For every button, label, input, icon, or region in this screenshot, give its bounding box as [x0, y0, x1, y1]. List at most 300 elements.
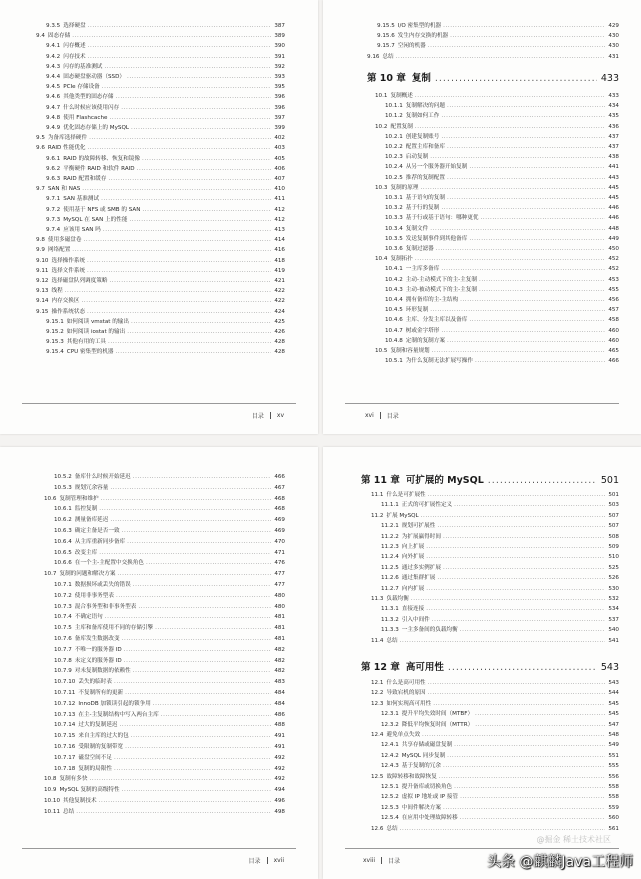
toc-entry[interactable] — [36, 134, 285, 142]
leader-dots — [89, 134, 271, 142]
toc-entry-page: 413 — [274, 227, 285, 233]
leader-dots — [454, 783, 605, 791]
toc-entry-number: 10.7.3 — [54, 603, 72, 610]
toc-entry[interactable] — [367, 53, 619, 61]
leader-dots — [460, 793, 605, 801]
leader-dots — [114, 754, 271, 762]
toc-entry[interactable] — [44, 786, 285, 794]
toc-entry-page: 477 — [274, 582, 285, 588]
toc-entry[interactable] — [381, 605, 619, 613]
toc-entry[interactable] — [371, 825, 619, 833]
toc-entry-page: 486 — [274, 711, 285, 718]
toc-entry[interactable] — [381, 762, 619, 770]
toc-entry[interactable] — [371, 512, 619, 520]
leader-dots — [88, 144, 271, 152]
toc-entry-page: 508 — [608, 533, 619, 540]
leader-dots — [443, 762, 605, 770]
leader-dots — [441, 265, 605, 273]
toc-entry[interactable] — [44, 495, 285, 503]
toc-entry[interactable] — [371, 700, 619, 708]
leader-dots — [447, 752, 605, 760]
toc-entry[interactable] — [44, 570, 285, 578]
toc-entry[interactable] — [385, 265, 619, 273]
toc-entry[interactable] — [54, 678, 285, 686]
toc-entry[interactable] — [371, 731, 619, 739]
toc-entry-title: 中间件解决方案 — [401, 804, 441, 811]
toc-entry[interactable] — [46, 63, 285, 71]
toc-entry[interactable] — [54, 689, 285, 697]
toc-entry[interactable] — [385, 235, 619, 243]
toc-entry-title: 不唯一的服务器 ID — [74, 646, 122, 653]
toc-entry-page: 555 — [608, 763, 619, 770]
toc-entry[interactable] — [46, 93, 285, 101]
toc-entry-title: 发送复制事件到其他备库 — [405, 235, 468, 242]
toc-entry-page: 532 — [608, 596, 619, 602]
toc-entry[interactable] — [381, 522, 619, 530]
toc-entry[interactable] — [381, 553, 619, 561]
toc-entry[interactable] — [44, 797, 285, 805]
toc-entry-page: 418 — [274, 257, 285, 264]
toc-entry-title: 使用非事务型表 — [74, 592, 114, 599]
toc-entry-number: 10.11 — [44, 808, 61, 815]
toc-entry[interactable] — [54, 754, 285, 762]
toc-entry-page: 428 — [274, 349, 285, 356]
toc-entry[interactable] — [371, 689, 619, 697]
toc-entry-number: 9.15.6 — [377, 33, 395, 40]
toc-entry-title: 不复制所有的更新 — [78, 690, 124, 696]
toc-entry[interactable] — [46, 216, 285, 224]
toc-entry-page: 411 — [274, 196, 285, 203]
toc-entry[interactable] — [54, 721, 285, 729]
toc-page-bottom-left — [0, 447, 318, 879]
toc-entry[interactable] — [46, 104, 285, 112]
toc-entry[interactable] — [385, 276, 619, 284]
toc-entry[interactable] — [381, 543, 619, 551]
toc-entry[interactable] — [385, 174, 619, 182]
toc-entry[interactable] — [385, 225, 619, 233]
toc-entry-page: 480 — [274, 603, 285, 610]
toc-entry-title: 复制管理和维护 — [59, 495, 99, 502]
toc-entry-number: 9.6.2 — [46, 165, 61, 172]
toc-entry[interactable] — [385, 204, 619, 212]
toc-entry-page: 483 — [274, 679, 285, 686]
toc-entry[interactable] — [46, 42, 285, 50]
toc-entry-title: 混合事务型和非事务型表 — [74, 603, 137, 610]
leader-dots — [109, 277, 271, 285]
toc-entry[interactable] — [44, 808, 285, 816]
toc-entry-number: 10.3.4 — [385, 225, 403, 232]
toc-entry-page: 481 — [274, 614, 285, 621]
toc-entry-number: 10.5 — [375, 348, 388, 354]
toc-entry[interactable] — [371, 637, 619, 645]
toc-entry[interactable] — [54, 667, 285, 675]
toc-entry[interactable] — [54, 538, 285, 546]
toc-entry-title: 直接连接 — [401, 606, 425, 613]
toc-entry-number: 10.7.8 — [54, 657, 72, 664]
toc-entry[interactable] — [54, 635, 285, 643]
toc-entry[interactable] — [385, 327, 619, 335]
toc-entry[interactable] — [385, 214, 619, 222]
toc-entry[interactable] — [385, 194, 619, 202]
toc-entry-title: 虚拟 IP 地址或 IP 接管 — [401, 794, 459, 801]
toc-entry-number: 10.7.1 — [54, 582, 72, 588]
toc-entry[interactable] — [36, 246, 285, 254]
toc-entry[interactable] — [36, 32, 285, 40]
chapter-title: 高可用性 — [405, 662, 444, 673]
toc-entry[interactable] — [46, 155, 285, 163]
toc-entry-page: 492 — [274, 765, 285, 772]
toc-entry[interactable] — [54, 549, 285, 557]
toc-entry-title: 主库和备库使用不同的存储引擎 — [74, 625, 154, 632]
toc-entry[interactable] — [385, 163, 619, 171]
toc-entry[interactable] — [385, 112, 619, 120]
toc-entry[interactable] — [36, 257, 285, 265]
toc-entry-title: 闪存概述 — [63, 43, 86, 50]
toc-entry[interactable] — [381, 814, 619, 822]
toc-entry[interactable] — [36, 185, 285, 193]
chapter-title: 复制 — [411, 73, 431, 84]
toc-entry[interactable] — [371, 679, 619, 687]
toc-entry-title: 固态存储 — [47, 33, 71, 40]
leader-dots — [441, 327, 605, 335]
toc-entry[interactable] — [54, 711, 285, 719]
leader-dots — [420, 184, 605, 192]
toc-entry[interactable] — [371, 595, 619, 603]
toc-entry[interactable] — [381, 574, 619, 582]
toc-entry[interactable] — [375, 347, 619, 355]
toc-entry-number: 11.1 — [371, 492, 384, 498]
leader-dots — [72, 32, 271, 40]
toc-entry-page: 399 — [274, 125, 285, 131]
toc-entry-page: 547 — [608, 721, 619, 728]
toc-entry-title: 总结 — [386, 825, 398, 832]
toc-entry[interactable] — [36, 297, 285, 305]
toc-entry[interactable] — [385, 296, 619, 304]
toc-entry[interactable] — [381, 533, 619, 541]
toc-entry-title: 引入中间件 — [401, 616, 430, 623]
toc-entry[interactable] — [381, 585, 619, 593]
toc-entry-page: 558 — [608, 794, 619, 801]
faint-watermark: @掘金 稀土技术社区 — [536, 835, 611, 844]
leader-dots — [116, 592, 271, 600]
page-footer — [363, 856, 400, 865]
toc-entry-number: 10.1.2 — [385, 113, 403, 120]
toc-entry-title: 选择磁盘队列调度策略 — [51, 278, 108, 284]
toc-entry[interactable] — [381, 710, 619, 718]
toc-entry-page: 482 — [274, 668, 285, 675]
toc-entry-title: 一主库多备库 — [405, 266, 440, 273]
toc-entry-title: 什么时候应该使用闪存 — [63, 104, 120, 111]
toc-entry[interactable] — [36, 277, 285, 285]
toc-entry[interactable] — [385, 143, 619, 151]
toc-entry-number: 11.3 — [371, 596, 384, 602]
leader-dots — [114, 765, 271, 773]
toc-entry-title: CPU 密集型的机器 — [66, 349, 114, 356]
toc-entry-number: 12.1 — [371, 680, 384, 686]
leader-dots — [116, 348, 271, 356]
toc-entry[interactable] — [46, 22, 285, 30]
toc-entry-number: 10.4.7 — [385, 327, 403, 334]
leader-dots — [131, 124, 271, 132]
leader-dots — [432, 616, 605, 624]
page-footer — [365, 411, 399, 420]
leader-dots — [400, 825, 605, 833]
toc-entry[interactable] — [375, 255, 619, 263]
toc-entry-page: 437 — [608, 144, 619, 150]
footer-page-number: xvii — [273, 857, 284, 864]
toc-entry[interactable] — [46, 206, 285, 214]
toc-entry[interactable] — [36, 287, 285, 295]
toc-entry-page: 482 — [274, 646, 285, 653]
toc-entry-title: 向内扩展 — [401, 585, 425, 592]
toc-entry-page: 395 — [274, 84, 285, 91]
toc-entry-number: 10.2 — [375, 123, 388, 130]
toc-entry[interactable] — [46, 53, 285, 61]
toc-entry[interactable] — [385, 133, 619, 141]
toc-entry[interactable] — [381, 564, 619, 572]
chapter-number: 第 11 章 — [361, 475, 400, 486]
toc-entry[interactable] — [381, 626, 619, 634]
toc-entry[interactable] — [385, 316, 619, 324]
toc-entry[interactable] — [375, 123, 619, 131]
toc-entry[interactable] — [54, 603, 285, 611]
toc-entry-title: 规划可扩展性 — [401, 523, 436, 530]
toc-entry-page: 416 — [274, 247, 285, 254]
leader-dots — [447, 102, 605, 110]
toc-entry-page: 435 — [608, 113, 619, 120]
toc-entry-page: 457 — [608, 307, 619, 314]
toc-entry[interactable] — [46, 338, 285, 346]
toc-entry-number: 9.6.3 — [46, 176, 61, 182]
toc-entry[interactable] — [381, 793, 619, 801]
toc-entry[interactable] — [377, 32, 619, 40]
toc-entry-page: 545 — [608, 711, 619, 718]
toc-entry[interactable] — [46, 165, 285, 173]
leader-dots — [432, 347, 605, 355]
toc-entry-title: 复制文件 — [405, 225, 429, 232]
toc-entry[interactable] — [385, 102, 619, 110]
toc-entry-number: 10.7 — [44, 571, 57, 578]
toc-entry[interactable] — [385, 337, 619, 345]
toc-entry[interactable] — [36, 236, 285, 244]
toc-entry[interactable] — [54, 473, 285, 481]
toc-entry[interactable] — [381, 501, 619, 509]
toc-entry[interactable] — [54, 765, 285, 773]
toc-entry[interactable] — [54, 743, 285, 751]
toc-entry[interactable] — [377, 22, 619, 30]
leader-dots — [421, 512, 605, 520]
toc-entry[interactable] — [381, 783, 619, 791]
toc-entry-title: 通过集群扩展 — [401, 575, 436, 582]
toc-entry[interactable] — [46, 348, 285, 356]
toc-entry[interactable] — [54, 484, 285, 492]
toc-entry[interactable] — [54, 505, 285, 513]
toc-entry[interactable] — [36, 267, 285, 275]
toc-entry-number: 10.6.5 — [54, 549, 72, 556]
toc-entry-title: 故障转移和故障恢复 — [386, 773, 437, 780]
toc-entry-title: 使用 Flashcache — [63, 114, 108, 121]
toc-entry-number: 11.2.4 — [381, 554, 399, 561]
toc-entry-page: 456 — [608, 297, 619, 303]
toc-entry[interactable] — [385, 306, 619, 314]
toc-entry-number: 11.3.2 — [381, 616, 399, 623]
leader-dots — [101, 495, 271, 503]
toc-entry-page: 501 — [608, 492, 619, 498]
toc-entry[interactable] — [54, 559, 285, 567]
toc-entry[interactable] — [46, 226, 285, 234]
leader-dots — [415, 123, 605, 131]
toc-entry-number: 10.1.1 — [385, 103, 403, 110]
toc-entry-title: 主动-被动模式下的主-主复制 — [405, 286, 477, 293]
toc-entry-page: 498 — [274, 808, 285, 815]
leader-dots — [110, 516, 271, 524]
toc-entry-title: 复制拓扑 — [390, 256, 413, 263]
toc-entry[interactable] — [54, 516, 285, 524]
toc-entry[interactable] — [36, 308, 285, 316]
leader-dots — [437, 574, 605, 582]
toc-entry-page: 561 — [608, 825, 619, 832]
toc-entry-page: 433 — [608, 93, 619, 99]
toc-entry[interactable] — [375, 92, 619, 100]
leader-dots — [469, 316, 605, 324]
toc-entry-number: 10.5.1 — [385, 358, 403, 365]
footer-separator — [380, 412, 381, 419]
toc-entry-title: 闪存的基准测试 — [63, 63, 103, 70]
toc-entry[interactable] — [54, 646, 285, 654]
toc-entry[interactable] — [377, 42, 619, 50]
toc-entry-title: 导致宕机的原因 — [386, 690, 426, 697]
toc-entry[interactable] — [371, 773, 619, 781]
toc-entry-title: 使用多磁盘卷 — [47, 237, 82, 244]
toc-entry-title: 什么是高可用性 — [386, 680, 426, 686]
toc-entry-number: 12.4.1 — [381, 742, 399, 749]
toc-entry[interactable] — [54, 732, 285, 740]
toc-entry[interactable] — [381, 741, 619, 749]
toc-entry[interactable] — [385, 286, 619, 294]
toc-entry[interactable] — [371, 491, 619, 499]
leader-dots — [88, 53, 271, 61]
toc-entry[interactable] — [54, 592, 285, 600]
toc-entry[interactable] — [46, 195, 285, 203]
toc-entry-title: 总结 — [386, 637, 398, 644]
toc-entry[interactable] — [54, 700, 285, 708]
toc-entry-title: 确定主备是否一致 — [74, 528, 120, 534]
toc-entry-page: 426 — [274, 329, 285, 335]
toc-entry[interactable] — [46, 114, 285, 122]
toc-entry-title: MySQL 在 SAN 上的性能 — [63, 216, 128, 223]
footer-rule — [345, 403, 619, 404]
toc-entry-number: 9.4.8 — [46, 114, 61, 121]
toc-entry-page: 540 — [608, 627, 619, 634]
toc-entry-title: RAID 配置和缓存 — [63, 176, 107, 182]
footer-label: 目录 — [386, 413, 399, 420]
chapter-number: 第 10 章 — [367, 73, 406, 84]
leader-dots — [108, 175, 271, 183]
leader-dots — [142, 206, 271, 214]
toc-entry-number: 10.6.6 — [54, 560, 72, 567]
toc-entry-page: 452 — [608, 266, 619, 273]
toc-entry-title: 如何阅读 vmstat 的输出 — [66, 318, 129, 325]
toc-entry[interactable] — [54, 581, 285, 589]
toc-entry-number: 9.13 — [36, 288, 49, 295]
toc-entry[interactable] — [46, 328, 285, 336]
toc-entry-number: 9.7.1 — [46, 196, 61, 203]
toc-entry-title: 总结 — [382, 53, 394, 60]
toc-entry-title: 在应用中处理故障转移 — [401, 815, 458, 822]
toc-entry[interactable] — [385, 153, 619, 161]
leader-dots — [122, 635, 271, 643]
toc-entry-number: 12.5 — [371, 773, 384, 780]
leader-dots — [475, 721, 605, 729]
toc-entry-page: 407 — [274, 176, 285, 182]
leader-dots — [127, 328, 271, 336]
leader-dots — [433, 700, 605, 708]
toc-entry-number: 10.7.4 — [54, 614, 72, 621]
toc-entry-number: 9.14 — [36, 298, 49, 305]
toc-entry-title: 网络配置 — [47, 247, 71, 254]
toc-entry[interactable] — [381, 752, 619, 760]
toc-entry-number: 9.4.7 — [46, 104, 61, 111]
toc-entry-page: 469 — [274, 528, 285, 534]
footer-label: 目录 — [251, 413, 264, 420]
toc-entry[interactable] — [46, 83, 285, 91]
toc-entry[interactable] — [381, 804, 619, 812]
toc-entry-number: 10.7.15 — [54, 733, 76, 740]
toc-entry-number: 9.4.2 — [46, 53, 61, 60]
toc-entry-title: 主动-主动模式下的主-主复制 — [405, 276, 477, 283]
toc-entry[interactable] — [381, 721, 619, 729]
toc-entry[interactable] — [46, 124, 285, 132]
toc-entry-title: InnoDB 加锁读引起的锁争用 — [78, 700, 151, 707]
toc-entry-number: 10.2.4 — [385, 164, 403, 171]
leader-dots — [454, 741, 605, 749]
toc-entry-number: 10.7.17 — [54, 754, 76, 761]
toc-entry[interactable] — [385, 357, 619, 365]
toc-entry-page: 470 — [274, 538, 285, 545]
toc-entry-title: 如何阅读 iostat 的输出 — [66, 329, 126, 335]
toc-entry[interactable] — [54, 657, 285, 665]
toc-entry-page: 443 — [608, 174, 619, 181]
leader-dots — [102, 83, 271, 91]
toc-entry[interactable] — [46, 175, 285, 183]
leader-dots — [101, 195, 271, 203]
toc-entry-title: RAID 性能优化 — [47, 145, 86, 152]
toc-entry-page: 560 — [608, 815, 619, 822]
toc-entry[interactable] — [46, 73, 285, 81]
toc-entry-page: 559 — [608, 804, 619, 811]
toc-entry-number: 9.4.5 — [46, 84, 61, 91]
toc-entry-number: 10.3.1 — [385, 195, 403, 201]
toc-entry[interactable] — [46, 318, 285, 326]
toc-entry-page: 541 — [608, 637, 619, 644]
toc-entry[interactable] — [54, 613, 285, 621]
toc-entry[interactable] — [54, 527, 285, 535]
toc-entry[interactable] — [44, 775, 285, 783]
toc-entry[interactable] — [381, 616, 619, 624]
toc-entry-number: 10.3.5 — [385, 235, 403, 242]
toc-page-top-left — [0, 0, 318, 434]
toc-entry[interactable] — [36, 144, 285, 152]
leader-dots — [99, 505, 271, 513]
toc-entry-title: 向上扩展 — [401, 544, 425, 550]
toc-entry-number: 10.5.3 — [54, 484, 72, 491]
leader-dots — [87, 267, 271, 275]
toc-entry[interactable] — [54, 624, 285, 632]
toc-entry[interactable] — [375, 184, 619, 192]
toc-entry-title: 选择操作系统 — [51, 257, 86, 264]
leader-dots — [131, 732, 271, 740]
toc-entry[interactable] — [385, 245, 619, 253]
